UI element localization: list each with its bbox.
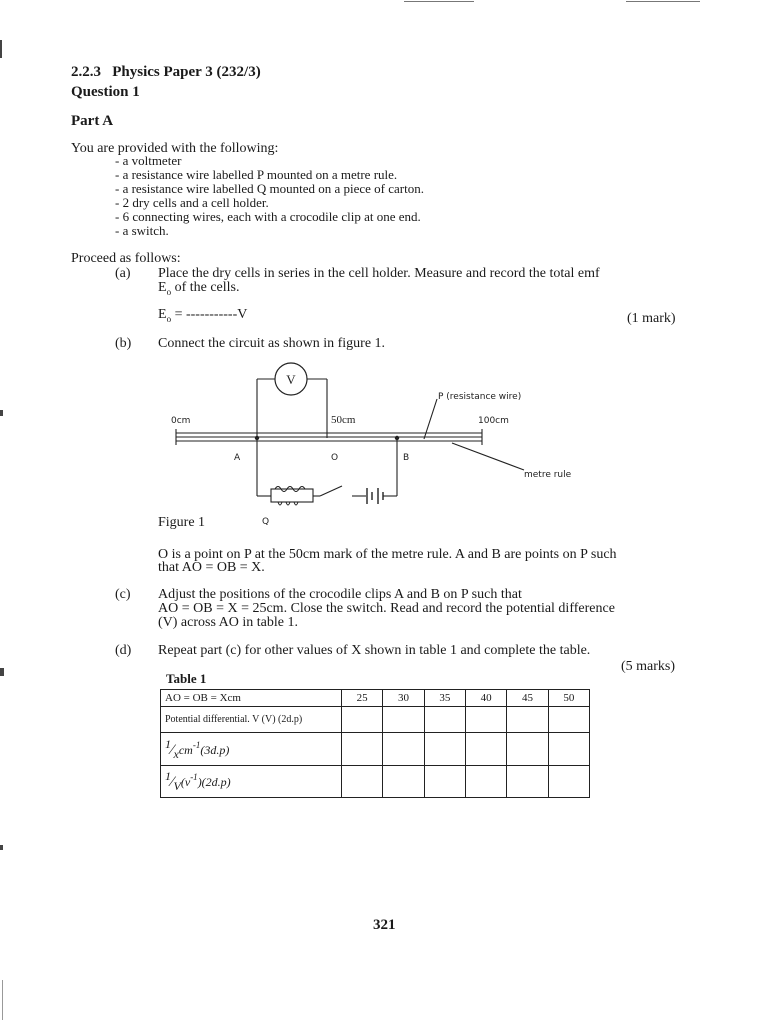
empty-cell <box>424 733 465 766</box>
empty-cell <box>548 733 589 766</box>
table-row <box>161 707 590 733</box>
list-item: - a resistance wire labelled Q mounted on a piece of carton. <box>115 181 424 196</box>
scan-edge-mark <box>2 980 3 1020</box>
table-row <box>161 733 590 766</box>
metre-rule-pointer <box>452 443 524 470</box>
emf-equation: $E_o = -----------V$ <box>158 307 248 324</box>
empty-cell <box>424 766 465 798</box>
empty-cell <box>342 733 383 766</box>
empty-cell <box>342 766 383 798</box>
x-value-cell: 25 <box>342 690 383 707</box>
table-header-label: AO = OB = Xcm <box>161 690 342 707</box>
empty-cell <box>507 733 548 766</box>
list-item: - a voltmeter <box>115 153 182 168</box>
point-a-label: A <box>234 453 241 463</box>
x-value-cell: 35 <box>424 690 465 707</box>
part-c-line1: Adjust the positions of the crocodile clips A and B on P such that <box>158 587 522 602</box>
point-o-label: O <box>331 453 339 463</box>
part-d-label: (d) <box>115 643 132 658</box>
empty-cell <box>465 733 506 766</box>
part-a-line2: $E_o$ of the cells. <box>158 280 240 297</box>
section-heading: 2.2.3 Physics Paper 3 (232/3) <box>71 64 261 80</box>
list-item: - a switch. <box>115 223 169 238</box>
scan-edge-mark <box>0 845 3 850</box>
empty-cell <box>383 766 424 798</box>
intro-text: You are provided with the following: <box>71 141 279 156</box>
part-c-label: (c) <box>115 587 131 602</box>
empty-cell <box>424 707 465 733</box>
table-row <box>161 766 590 798</box>
list-item: - 2 dry cells and a cell holder. <box>115 195 269 210</box>
scan-edge-mark <box>0 668 4 676</box>
list-item: - a resistance wire labelled P mounted on a metre rule. <box>115 167 398 182</box>
question-heading: Question 1 <box>71 84 140 100</box>
proceed-text: Proceed as follows: <box>71 251 181 266</box>
figure-caption: Figure 1 <box>158 515 206 530</box>
table-title: Table 1 <box>166 671 207 686</box>
x-value-cell: 30 <box>383 690 424 707</box>
x-value-cell: 40 <box>465 690 506 707</box>
empty-cell <box>465 707 506 733</box>
reciprocal-v-label: $^1⁄_V(v^{-1})(2d.p)$ <box>161 766 342 798</box>
part-b-text: Connect the circuit as shown in figure 1. <box>158 336 386 351</box>
mark-0cm-label: 0cm <box>171 416 191 426</box>
p-resistance-wire-label: P (resistance wire) <box>438 392 522 402</box>
empty-cell <box>507 707 548 733</box>
o-description-line1: O is a point on P at the 50cm mark of the metre rule. A and B are points on P such <box>158 547 617 562</box>
empty-cell <box>548 766 589 798</box>
empty-cell <box>507 766 548 798</box>
empty-cell <box>548 707 589 733</box>
switch-icon <box>320 486 342 496</box>
empty-cell <box>383 707 424 733</box>
empty-cell <box>383 733 424 766</box>
part-c-line3: (V) across AO in table 1. <box>158 615 298 630</box>
clip-b-dot <box>395 436 399 440</box>
part-b-label: (b) <box>115 336 132 351</box>
resistor-q-icon <box>271 489 313 502</box>
part-heading: Part A <box>71 113 114 129</box>
part-d-marks: (5 marks) <box>621 659 676 674</box>
part-d-text: Repeat part (c) for other values of X shown in table 1 and complete the table. <box>158 643 591 658</box>
empty-cell <box>465 766 506 798</box>
part-a-marks: (1 mark) <box>627 311 676 326</box>
part-a-line1: Place the dry cells in series in the cell holder. Measure and record the total emf <box>158 266 600 281</box>
part-a-label: (a) <box>115 266 131 281</box>
reciprocal-x-label: $^1⁄_xcm^{-1}(3d.p)$ <box>161 733 342 766</box>
o-description-line2: that AO = OB = X. <box>158 560 265 575</box>
x-value-cell: 45 <box>507 690 548 707</box>
page-number: 321 <box>373 917 396 933</box>
potential-difference-label: Potential differential. V (V) (2d.p) <box>161 707 342 733</box>
voltmeter-symbol: V <box>286 372 296 387</box>
results-table <box>160 689 590 798</box>
empty-cell <box>342 707 383 733</box>
mark-50cm-label: 50cm <box>331 414 356 426</box>
metre-rule-label: metre rule <box>524 470 572 480</box>
point-b-label: B <box>403 453 410 463</box>
mark-100cm-label: 100cm <box>478 416 509 426</box>
x-value-cell: 50 <box>548 690 589 707</box>
q-label: Q <box>262 517 270 527</box>
battery-icon <box>367 488 383 504</box>
part-c-line2: AO = OB = X = 25cm. Close the switch. Read and record the potential difference <box>158 601 615 616</box>
list-item: - 6 connecting wires, each with a crocodile clip at one end. <box>115 209 421 224</box>
table-row <box>161 690 590 707</box>
clip-a-dot <box>255 436 259 440</box>
